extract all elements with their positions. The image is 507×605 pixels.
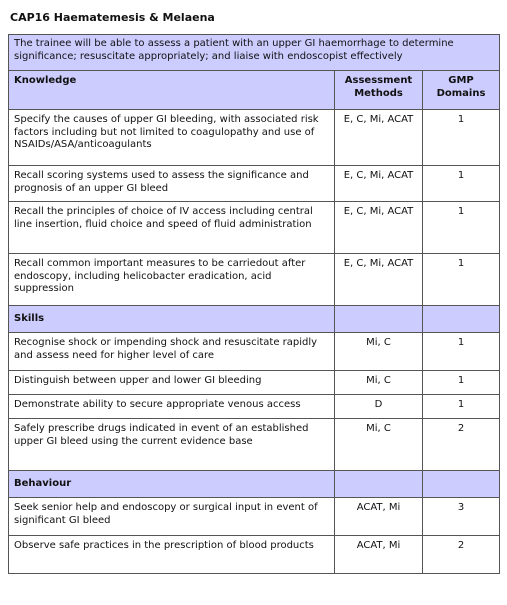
assessment-methods: E, C, Mi, ACAT [335,202,423,254]
table-row [9,166,500,202]
competency-text: Seek senior help and endoscopy or surgical input in event of significant GI bleed [9,498,335,536]
section-row-skills [9,306,500,333]
assessment-methods: Mi, C [335,333,423,371]
competency-text: Recall common important measures to be carriedout after endoscopy, including helicobacter eradication, acid suppression [9,254,335,306]
table-row [9,333,500,371]
competency-text: Demonstrate ability to secure appropriate venous access [9,395,335,419]
gmp-domain: 1 [423,202,500,254]
table-row [9,395,500,419]
gmp-domain: 1 [423,395,500,419]
curriculum-table [8,34,500,574]
table-row [9,498,500,536]
section-row-behaviour [9,471,500,498]
empty-cell [335,306,423,333]
gmp-domain: 3 [423,498,500,536]
assessment-methods: E, C, Mi, ACAT [335,110,423,166]
gmp-domain: 1 [423,166,500,202]
table-row [9,254,500,306]
assessment-methods: ACAT, Mi [335,498,423,536]
empty-cell [335,471,423,498]
assessment-methods: E, C, Mi, ACAT [335,254,423,306]
gmp-domain: 1 [423,333,500,371]
section-heading-behaviour: Behaviour [9,471,335,498]
competency-text: Observe safe practices in the prescription of blood products [9,536,335,574]
competency-text: Recall scoring systems used to assess the significance and prognosis of an upper GI bleed [9,166,335,202]
header-gmp-domains: GMP Domains [423,71,500,110]
competency-text: Specify the causes of upper GI bleeding, with associated risk factors including but not limited to coagulopathy and use of NSAIDs/ASA/anticoagulants [9,110,335,166]
gmp-domain: 1 [423,254,500,306]
page-title: CAP16 Haematemesis & Melaena [10,11,215,24]
table-row [9,110,500,166]
table-row [9,202,500,254]
gmp-domain: 2 [423,536,500,574]
gmp-domain: 1 [423,371,500,395]
table-row [9,419,500,471]
section-heading-skills: Skills [9,306,335,333]
assessment-methods: Mi, C [335,371,423,395]
competency-text: Recognise shock or impending shock and resuscitate rapidly and assess need for higher level of care [9,333,335,371]
assessment-methods: ACAT, Mi [335,536,423,574]
competency-text: Recall the principles of choice of IV access including central line insertion, fluid choice and speed of fluid administration [9,202,335,254]
competency-text: Distinguish between upper and lower GI bleeding [9,371,335,395]
assessment-methods: E, C, Mi, ACAT [335,166,423,202]
table-row [9,536,500,574]
empty-cell [423,306,500,333]
header-assessment-methods: Assessment Methods [335,71,423,110]
competency-text: Safely prescribe drugs indicated in event of an established upper GI bleed using the current evidence base [9,419,335,471]
header-knowledge: Knowledge [9,71,335,110]
gmp-domain: 1 [423,110,500,166]
table-row [9,371,500,395]
gmp-domain: 2 [423,419,500,471]
intro-statement: The trainee will be able to assess a patient with an upper GI haemorrhage to determine significance; resuscitate appropriately; and liaise with endoscopist effectively [9,35,500,71]
assessment-methods: Mi, C [335,419,423,471]
empty-cell [423,471,500,498]
assessment-methods: D [335,395,423,419]
